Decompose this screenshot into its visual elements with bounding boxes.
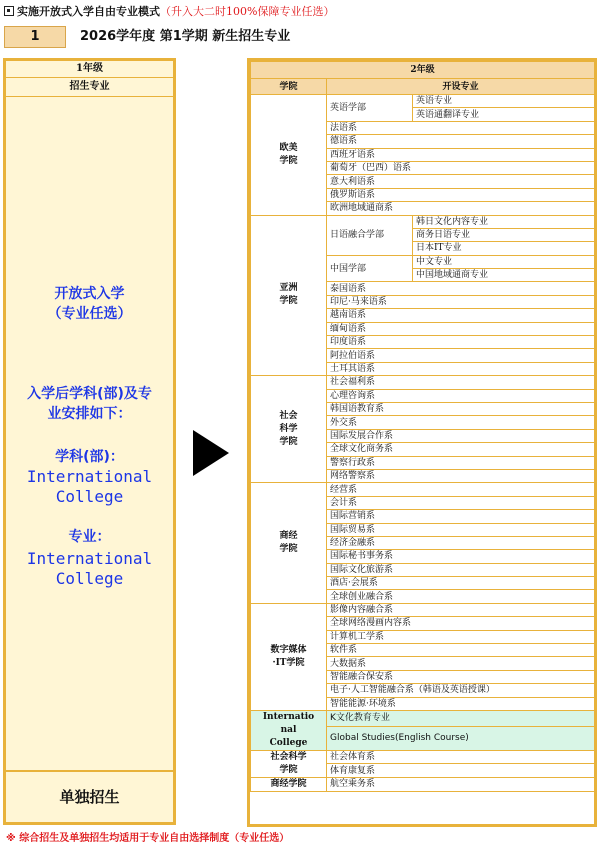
department-item: 阿拉伯语系 <box>327 349 595 362</box>
department-item: 法语系 <box>327 121 595 134</box>
department-item: 警察行政系 <box>327 456 595 469</box>
first-year-subheader: 招生专业 <box>6 78 173 97</box>
department-item: 航空乘务系 <box>327 777 595 791</box>
department-item: 欧洲地域通商系 <box>327 202 595 215</box>
second-year-grade: 2年级 <box>251 62 595 79</box>
department-item: 葡萄牙（巴西）语系 <box>327 161 595 174</box>
page-header <box>4 4 596 20</box>
department-label: 学科(部)： <box>55 449 124 465</box>
department-item: 西班牙语系 <box>327 148 595 161</box>
college-name-line: 学院 <box>279 155 298 166</box>
department-group: 英语学部 <box>327 95 413 122</box>
department-item: 土耳其语系 <box>327 362 595 375</box>
college-name-line: ·IT学院 <box>272 657 305 668</box>
college-name <box>251 215 327 376</box>
department-item: 缅甸语系 <box>327 322 595 335</box>
college-name <box>251 483 327 604</box>
college-name-line: 学院 <box>279 544 298 555</box>
department-item: 越南语系 <box>327 309 595 322</box>
college-name-line: 商经 <box>279 531 298 542</box>
department-item: Global Studies(English Course) <box>327 726 595 750</box>
department-item: 心理咨询系 <box>327 389 595 402</box>
college-name-line: College <box>269 737 308 748</box>
college-name <box>251 710 327 750</box>
department-item: 软件系 <box>327 644 595 657</box>
department-item: 国际贸易系 <box>327 523 595 536</box>
department-value-line-2: College <box>55 487 124 506</box>
department-value-line-1: International <box>26 467 153 486</box>
open-admission-subtitle: （专业任选） <box>47 306 132 322</box>
department-item: 酒店·会展系 <box>327 577 595 590</box>
department-item: 俄罗斯语系 <box>327 188 595 201</box>
title-bar <box>4 26 596 48</box>
department-item: 国际营销系 <box>327 510 595 523</box>
group-major: 英语专业 <box>413 95 595 108</box>
department-item: 韩国语教育系 <box>327 402 595 415</box>
department-item: 电子·人工智能融合系（韩语及英语授课） <box>327 684 595 697</box>
college-name-line: Internatio <box>262 711 315 722</box>
college-name-line: 科学 <box>279 423 298 434</box>
group-major: 英语通翻译专业 <box>413 108 595 121</box>
first-year-grade: 1年级 <box>6 61 173 78</box>
college-name-line: 欧美 <box>279 142 298 153</box>
separate-admission-label: 单独招生 <box>59 788 120 806</box>
department-item: 泰国语系 <box>327 282 595 295</box>
department-item: 经济金融系 <box>327 536 595 549</box>
college-name-line: 学院 <box>279 436 298 447</box>
column-header-major: 开设专业 <box>327 79 595 95</box>
department-item: 网络警察系 <box>327 469 595 482</box>
department-item: 意大利语系 <box>327 175 595 188</box>
department-item: 社会福利系 <box>327 376 595 389</box>
department-item: 影像内容融合系 <box>327 603 595 616</box>
college-name-line: nal <box>280 724 297 735</box>
major-value-line-2: College <box>55 569 124 588</box>
college-name-line: 数字媒体 <box>270 644 307 655</box>
college-name <box>251 777 327 791</box>
college-name <box>251 603 327 710</box>
group-major: 日本IT专业 <box>413 242 595 255</box>
open-admission-title: 开放式入学 <box>54 286 125 302</box>
department-group: 日语融合学部 <box>327 215 413 255</box>
department-item: 计算机工学系 <box>327 630 595 643</box>
group-major: 商务日语专业 <box>413 228 595 241</box>
department-item: 外交系 <box>327 416 595 429</box>
arrow-right-icon <box>193 430 229 476</box>
college-name <box>251 376 327 483</box>
college-name-line: 学院 <box>279 296 298 307</box>
department-item: 智能能源·环境系 <box>327 697 595 710</box>
header-text: 实施开放式入学自由专业模式 <box>17 5 160 18</box>
department-item: K文化教育专业 <box>327 710 595 726</box>
group-major: 中文专业 <box>413 255 595 268</box>
major-label: 专业： <box>68 529 111 545</box>
department-item: 全球网络漫画内容系 <box>327 617 595 630</box>
department-item: 社会体育系 <box>327 750 595 764</box>
department-item: 印尼·马来语系 <box>327 295 595 308</box>
first-year-panel <box>3 58 176 825</box>
title-number-badge: 1 <box>4 26 66 48</box>
department-item: 印度语系 <box>327 336 595 349</box>
arrangement-line-1: 入学后学科(部)及专 <box>27 386 152 402</box>
department-item: 大数据系 <box>327 657 595 670</box>
college-name-line: 商经学院 <box>270 778 307 789</box>
group-major: 中国地域通商专业 <box>413 269 595 282</box>
department-item: 国际发展合作系 <box>327 429 595 442</box>
checkbox-square-icon <box>4 6 14 16</box>
college-name-line: 学院 <box>279 764 298 775</box>
department-item: 全球文化商务系 <box>327 443 595 456</box>
column-header-college: 学院 <box>251 79 327 95</box>
college-name-line: 社会 <box>279 410 298 421</box>
department-item: 会计系 <box>327 496 595 509</box>
department-item: 国际秘书事务系 <box>327 550 595 563</box>
second-year-panel <box>247 58 597 827</box>
first-year-open-admission <box>6 97 173 772</box>
college-name-line: 社会科学 <box>270 751 307 762</box>
footer-note: ※ 综合招生及单独招生均适用于专业自由选择制度（专业任选） <box>6 833 290 844</box>
college-name-line: 亚洲 <box>279 283 298 294</box>
department-item: 国际文化旅游系 <box>327 563 595 576</box>
department-item: 德语系 <box>327 135 595 148</box>
title-text: 2026学年度 第1学期 新生招生专业 <box>80 29 291 44</box>
department-group: 中国学部 <box>327 255 413 282</box>
arrangement-line-2: 业安排如下： <box>47 406 132 422</box>
header-note: （升入大二时100%保障专业任选） <box>160 5 335 18</box>
college-name <box>251 750 327 777</box>
group-major: 韩日文化内容专业 <box>413 215 595 228</box>
majors-table <box>250 61 595 792</box>
department-item: 经营系 <box>327 483 595 496</box>
department-item: 全球创业融合系 <box>327 590 595 603</box>
college-name <box>251 95 327 216</box>
department-item: 智能融合保安系 <box>327 670 595 683</box>
major-value-line-1: International <box>26 549 153 568</box>
department-item: 体育康复系 <box>327 764 595 778</box>
